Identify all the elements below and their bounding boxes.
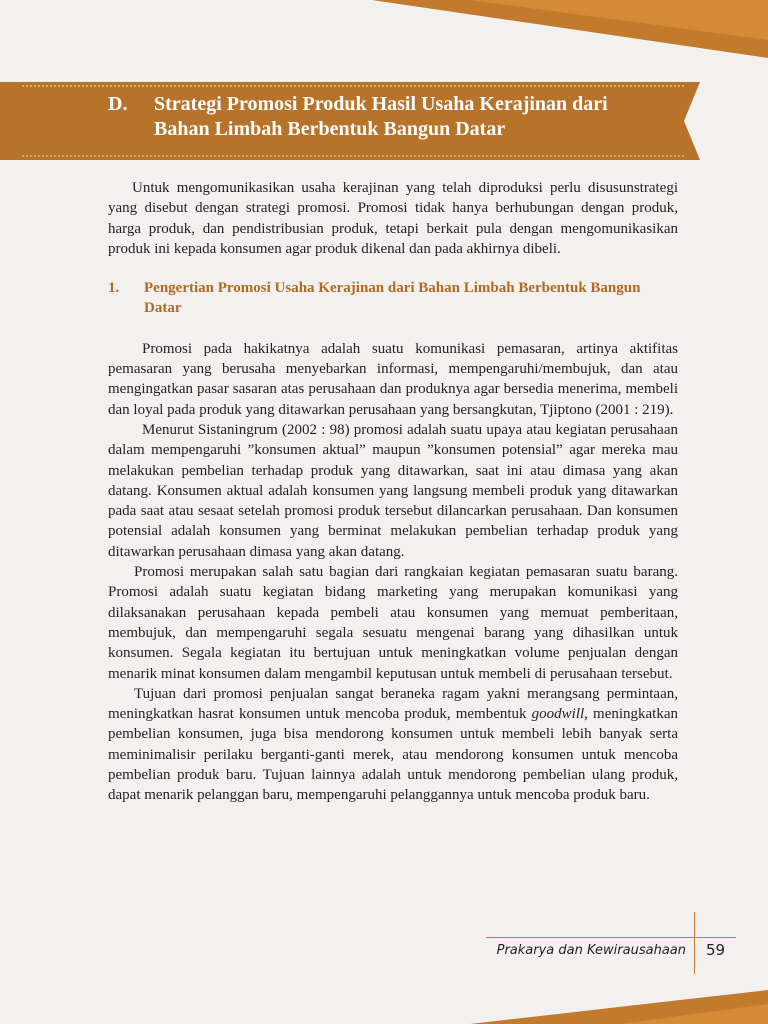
- footer-rule: [486, 937, 736, 938]
- italic-term: goodwill: [531, 706, 585, 723]
- body-paragraph: Promosi merupakan salah satu bagian dari rangkaian kegiatan pemasaran suatu barang. Promosi adalah suatu kegiatan bidang marketing yang merupakan komunikasi yang dilaksanakan perusahaan kepada pembeli atau konsumen yang memuat pemberitaan, membujuk, dan mempengaruhi segala sesuatu mengenai barang yang dihasilkan untuk konsumen. Segala kegiatan itu bertujuan untuk meningkatkan volume penjualan dengan menarik minat konsumen dalam mengambil keputusan untuk membeli di perusahaan tersebut.: [108, 564, 678, 682]
- text-run: Tujuan dari promosi penjualan sangat beraneka ragam yakni merangsang permintaan, meningkatkan hasrat konsumen untuk mencoba produk, membentuk: [108, 685, 678, 723]
- footer-book-title: Prakarya dan Kewirausahaan: [496, 943, 686, 958]
- page-content: [108, 178, 678, 806]
- intro-paragraph: Untuk mengomunikasikan usaha kerajinan yang telah diproduksi perlu disusunstrategi yang disebut dengan strategi promosi. Promosi tidak hanya berhubungan dengan produk, harga produk, dan pendistribusian produk, tetapi berkait pula dengan mengomunikasikan produk ini kepada konsumen agar produk dikenal dan pada akhirnya dibeli.: [108, 180, 678, 257]
- body-paragraph: Promosi pada hakikatnya adalah suatu komunikasi pemasaran, artinya aktifitas pemasaran yang berusaha menyebarkan informasi, mempengaruhi/membujuk, dan atau mengingatkan pasar sasaran atas perusahaan dan produknya agar bersedia menerima, membeli dan loyal pada produk yang ditawarkan perusahaan yang bersangkutan, Tjiptono (2001 : 219).: [108, 340, 678, 418]
- subsection-number: 1.: [108, 280, 120, 297]
- section-title-line2: Bahan Limbah Berbentuk Bangun Datar: [154, 118, 506, 140]
- subsection-heading: [108, 278, 678, 319]
- text-run: , meningkatkan pembelian konsumen, juga bisa mendorong konsumen untuk membeli lebih banyak serta meminimalisir perilaku berganti-ganti merek, atau mendorong konsumen untuk mencoba pembelian produk baru. Tujuan lainnya adalah untuk mendorong pembelian ulang produk, dapat menarik pelanggan baru, mempengaruhi pelanggannya untuk mencoba produk baru.: [108, 706, 678, 804]
- top-decoration: [0, 0, 768, 70]
- section-letter: D.: [108, 93, 128, 115]
- body-paragraph: [108, 684, 678, 806]
- section-title-line1: Strategi Promosi Produk Hasil Usaha Kerajinan dari: [154, 93, 608, 115]
- body-paragraph: Menurut Sistaningrum (2002 : 98) promosi adalah suatu upaya atau kegiatan perusahaan dalam mempengaruhi ”konsumen aktual” maupun ”konsumen potensial” agar mereka mau melakukan pembelian terhadap produk yang ditawarkan, saat ini atau dimasa yang akan datang. Konsumen aktual adalah konsumen yang langsung membeli produk yang ditawarkan pada saat atau sesaat setelah promosi produk tersebut dilancarkan perusahaan. Dan konsumen potensial adalah konsumen yang berminat melakukan pembelian terhadap produk yang ditawarkan perusahaan dimasa yang akan datang.: [108, 421, 678, 560]
- page-number: 59: [706, 941, 726, 959]
- footer-divider: [694, 912, 695, 974]
- subsection-title: Pengertian Promosi Usaha Kerajinan dari Bahan Limbah Berbentuk Bangun Datar: [144, 280, 641, 317]
- section-heading: [108, 92, 668, 142]
- bottom-decoration: [0, 990, 768, 1024]
